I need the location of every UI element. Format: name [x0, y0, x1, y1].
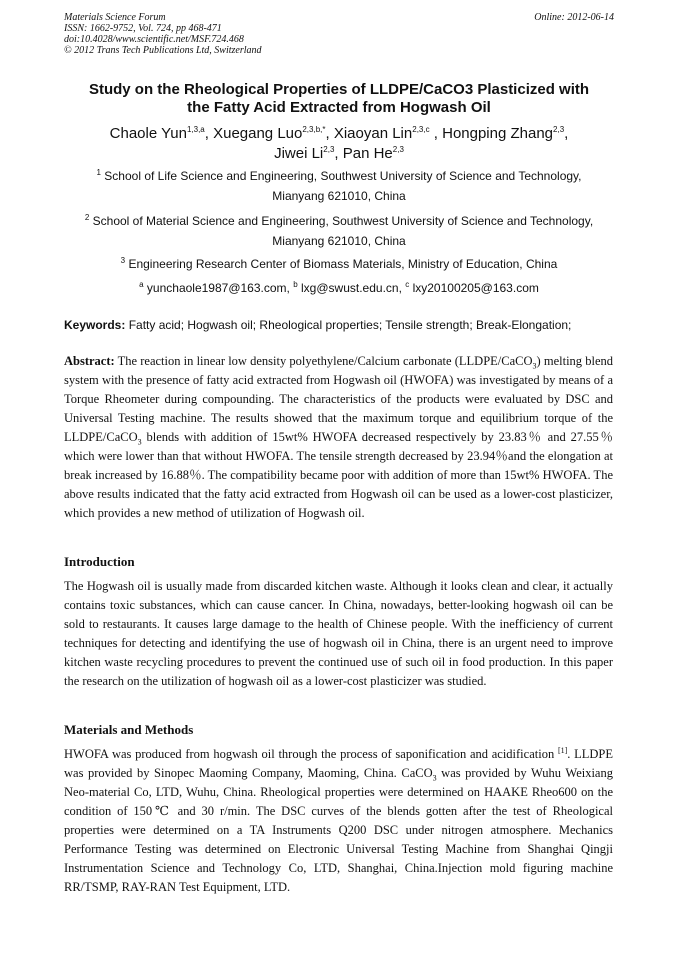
affiliation-text: Mianyang 621010, China — [272, 189, 406, 203]
methods-body: HWOFA was produced from hogwash oil through the process of saponification and acidification — [64, 747, 558, 761]
author-name: Jiwei Li — [274, 145, 324, 162]
subscript: 3 — [432, 773, 437, 783]
email-label: c — [405, 280, 410, 289]
keywords — [64, 317, 624, 333]
author-affil: 2,3 — [323, 145, 335, 154]
abstract-text: The reaction in linear low density polyethylene/Calcium carbonate (LLDPE/CaCO — [117, 354, 533, 368]
author-name: Chaole Yun — [109, 125, 187, 142]
abstract — [64, 352, 613, 523]
affiliation-1 — [60, 166, 618, 206]
email-label: a — [139, 280, 144, 289]
introduction-heading: Introduction — [64, 554, 135, 569]
author-name: Pan He — [342, 145, 393, 162]
affiliation-text: Mianyang 621010, China — [272, 234, 406, 248]
introduction-text: The Hogwash oil is usually made from discarded kitchen waste. Although it looks clean and clear, it actually contains toxic substances, which can cause cancer. In China, nowadays, better-looking hogwash oil can be sold to restaurants. It causes large damage to the health of Chinese people. With the inefficiency of current techniques for detecting and identifying the use of hogwash oil in China, there is an urgent need to improve kitchen waste recycling procedures to prevent the continued use of such oil in food production. In this paper the research on the utilization of hogwash oil as a lower-cost plasticizer was studied. — [64, 579, 613, 688]
email-link[interactable]: yunchaole1987@163.com — [146, 281, 287, 295]
affiliation-number: 2 — [84, 213, 90, 222]
abstract-text: blends with addition of 15wt% HWOFA decreased respectively by 23.83％ and 27.55％ which were lower than that without HWOFA. The tensile strength decreased by 23.94％and the elongation at break increased by 16.88％. The compatibility became poor with addition of more than 15wt% HWOFA. The above results indicated that the fatty acid extracted from Hogwash oil can be used as a lower-cost plasticizer, which provides a new method of utilization of Hogwash oil. — [64, 430, 613, 520]
title-line-1: Study on the Rheological Properties of LLDPE/CaCO3 Plasticized with — [88, 81, 590, 98]
copyright: © 2012 Trans Tech Publications Ltd, Switzerland — [64, 45, 262, 56]
affiliation-text: School of Life Science and Engineering, Southwest University of Science and Technology, — [104, 169, 582, 183]
affiliation-number: 3 — [120, 256, 126, 265]
doi: doi:10.4028/www.scientific.net/MSF.724.468 — [64, 34, 244, 45]
keywords-label: Keywords: — [64, 318, 126, 332]
subscript: 3 — [532, 361, 537, 371]
email-label: b — [293, 280, 298, 289]
journal-header — [64, 12, 262, 56]
author-name: Xiaoyan Lin — [333, 125, 413, 142]
author-affil: 1,3,a — [186, 125, 205, 134]
author-name: Xuegang Luo — [213, 125, 303, 142]
affiliation-text: School of Material Science and Engineering, Southwest University of Science and Technology, — [92, 214, 594, 228]
email-link[interactable]: lxg@swust.edu.cn — [301, 281, 399, 295]
online-date: Online: 2012-06-14 — [534, 12, 614, 23]
affiliation-2 — [60, 211, 618, 251]
author-affil: 2,3 — [392, 145, 404, 154]
author-name: Hongping Zhang — [442, 125, 554, 142]
paper-title — [50, 81, 628, 117]
abstract-text: ) melting blend system with the presence of fatty acid extracted from Hogwash oil (HWOFA) was investigated by means of a Torque Rheometer during compounding. The characteristics of the products were evaluated by DSC and Universal Testing machine. The results showed that the maximum torque and equilibrium torque of the LLDPE/CaCO — [64, 354, 613, 444]
email-link[interactable]: lxy20100205@163.com — [412, 281, 539, 295]
issn: ISSN: 1662-9752, Vol. 724, pp 468-471 — [64, 23, 222, 34]
affiliation-text: Engineering Research Center of Biomass Materials, Ministry of Education, China — [128, 257, 558, 271]
author-affil: 2,3,b,* — [302, 125, 326, 134]
methods-body: . LLDPE was provided by Sinopec Maoming Company, Maoming, China. CaCO — [64, 747, 614, 780]
methods-heading: Materials and Methods — [64, 722, 194, 737]
email-list: $^a$ yunchaole1987@163.com, $^b$ lxg@swust.edu.cn, $^c$ lxy20100205@163.com — [139, 280, 539, 295]
author-list: Chaole Yun$^{1,3,a}$, Xuegang Luo$^{2,3,b,*}$, Xiaoyan Lin$^{2,3,c}$ , Hongping Zhang$^{2,3}$, Jiwei Li$^{2,3}$, Pan He$^{2,3}$ — [109, 125, 569, 162]
journal-name: Materials Science Forum — [64, 12, 166, 23]
reference[interactable]: [1] — [557, 745, 568, 755]
affiliation-number: 1 — [96, 168, 101, 177]
abstract-label: Abstract: — [64, 354, 115, 368]
methods-body: was provided by Wuhu Weixiang Neo-material Co, LTD, Wuhu, China. Rheological properties were determined on HAAKE Rheo600 on the condition of 150℃ and 30 r/min. The DSC curves of the blends gotten after the test of Rheological properties were determined on a TA Instruments Q200 DSC under nitrogen atmosphere. Mechanics Performance Testing was determined on Electronic Universal Testing Machine from Shanghai Qingji Instrumentation Science and Technology Co, LTD, Shanghai, China.Injection mold figuring machine RR/TSMP, RAY-RAN Test Equipment, LTD. — [64, 766, 613, 894]
author-affil: 2,3 — [553, 125, 565, 134]
affiliation-3 — [60, 254, 618, 274]
author-affil: 2,3,c — [412, 125, 430, 134]
methods-text — [64, 745, 613, 897]
subscript: 3 — [137, 437, 142, 447]
title-line-2: the Fatty Acid Extracted from Hogwash Oil — [187, 99, 491, 116]
keywords-text: Fatty acid; Hogwash oil; Rheological properties; Tensile strength; Break-Elongation; — [128, 318, 572, 332]
